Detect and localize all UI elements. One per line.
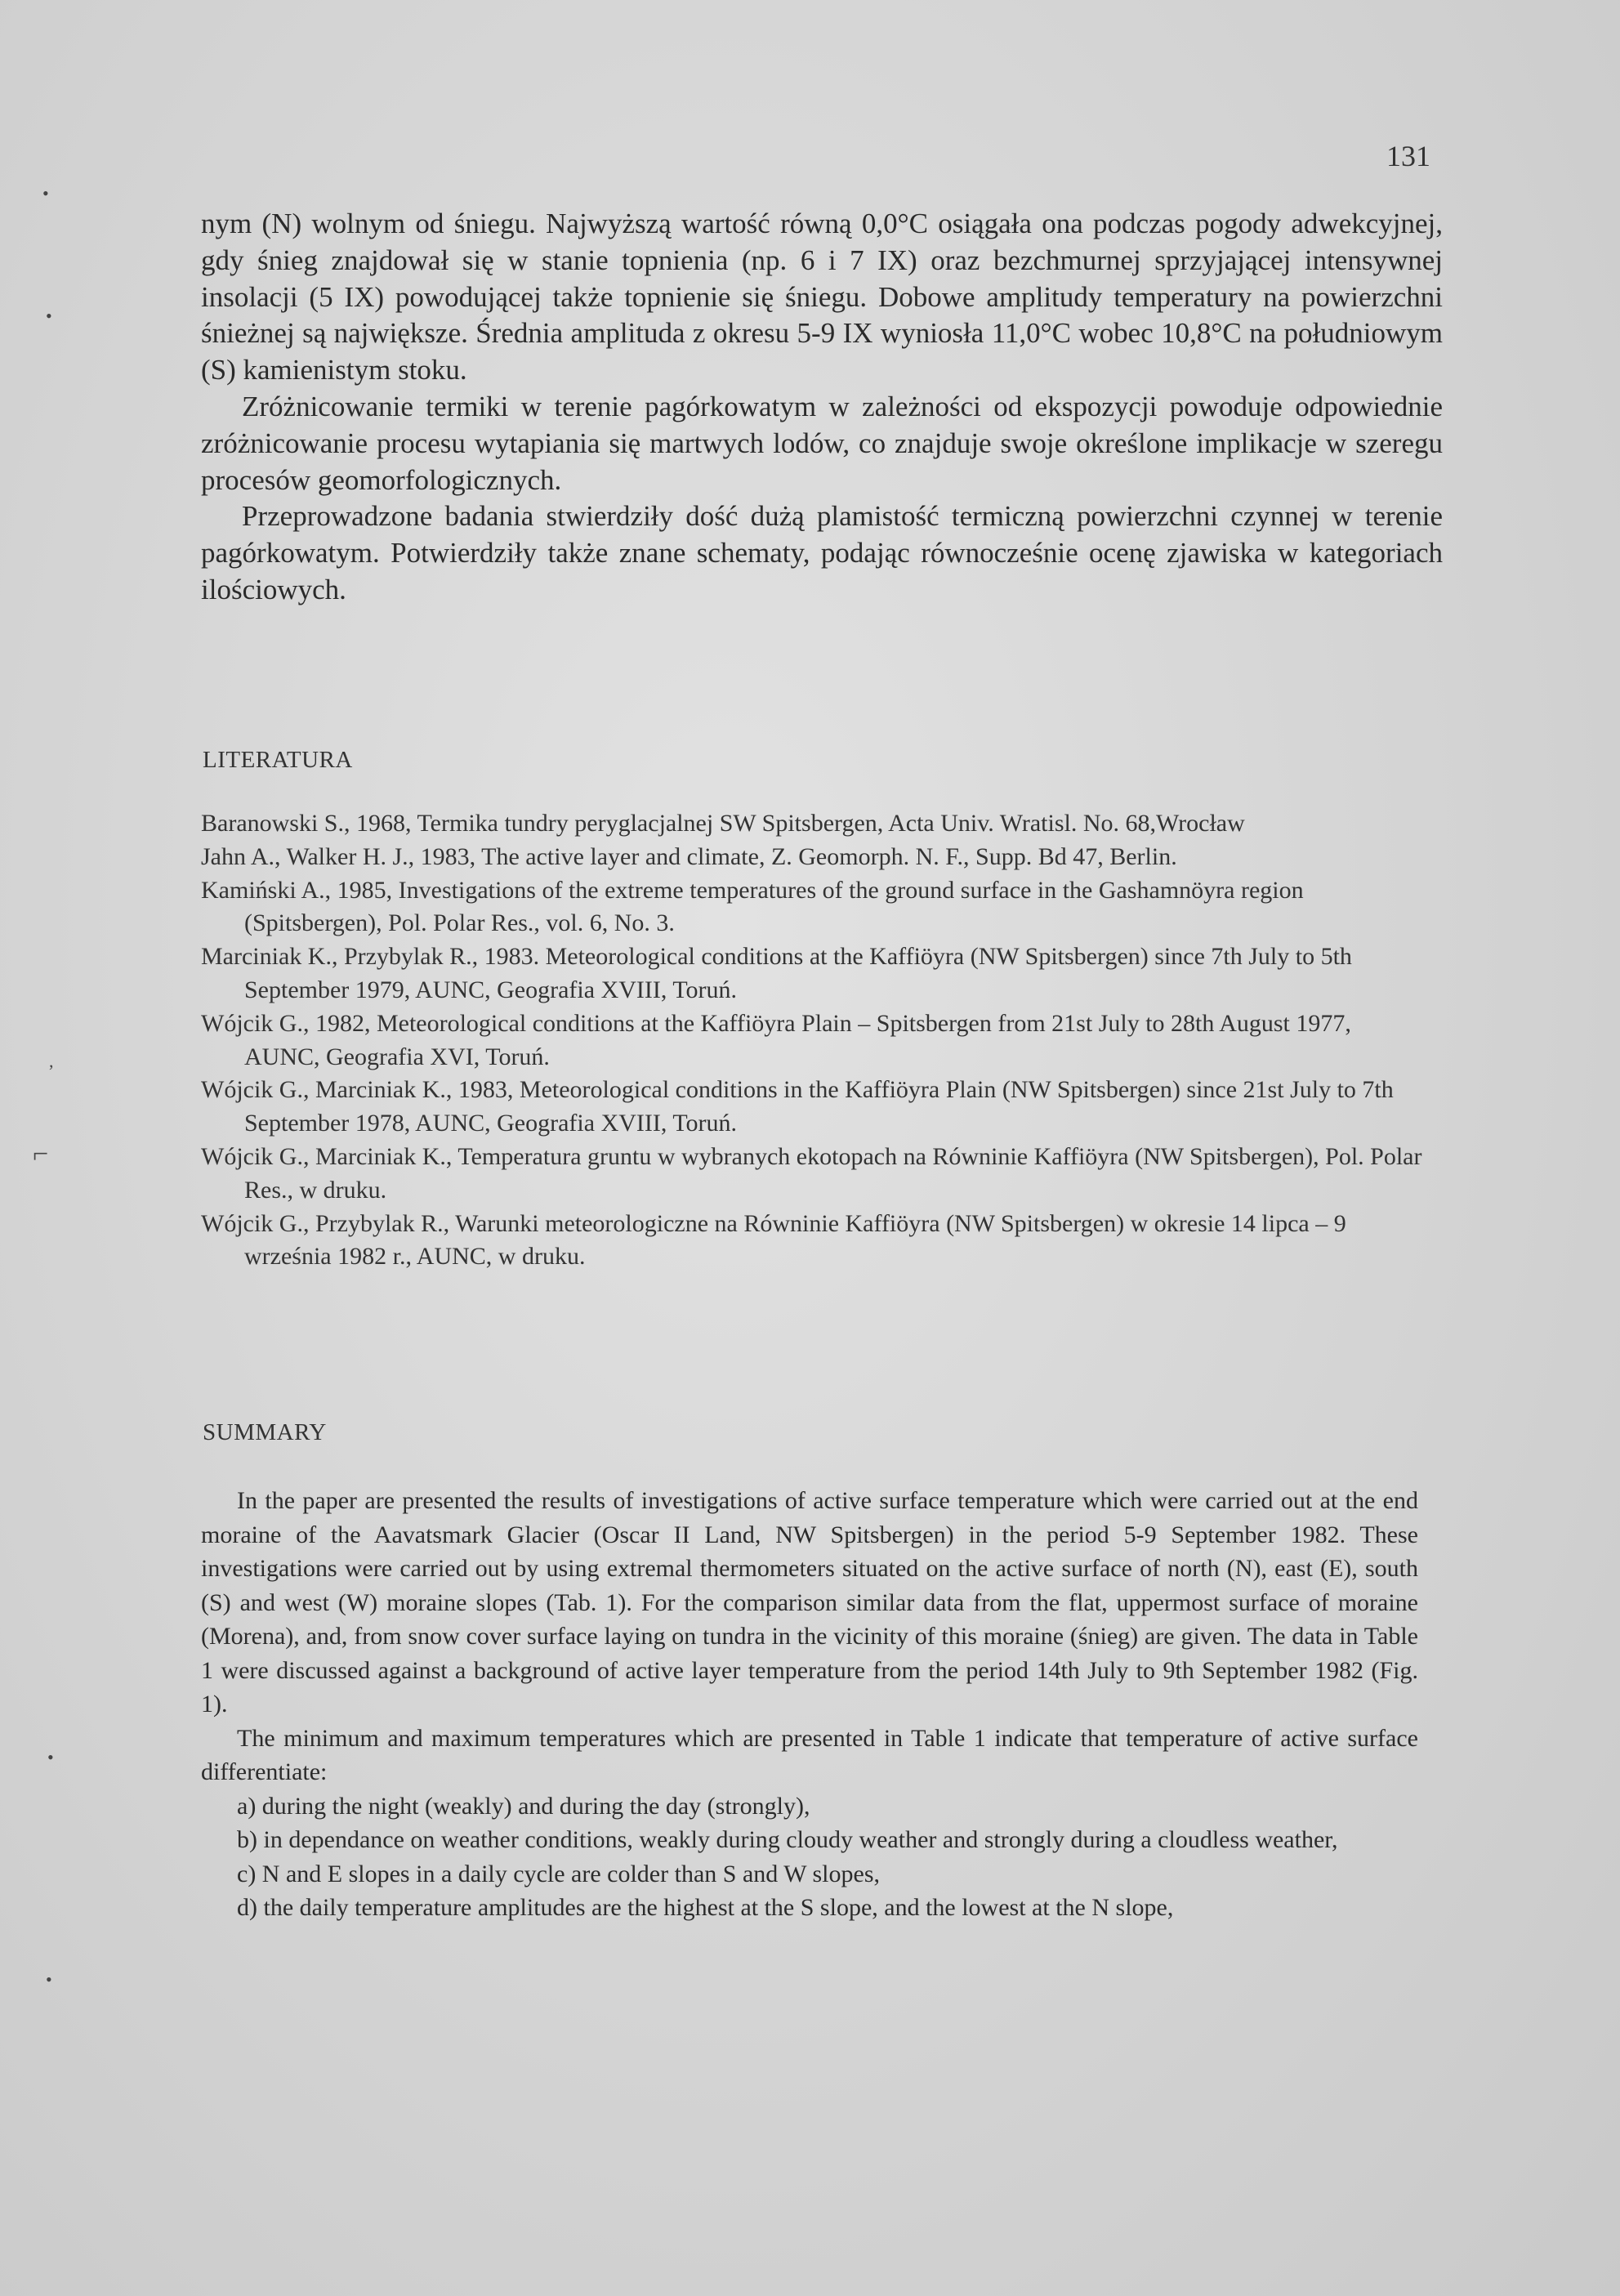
page-number: 131 — [1386, 140, 1430, 172]
summary-paragraph: The minimum and maximum temperatures which are presented in Table 1 indicate that temperature of active surface differentiate: — [201, 1724, 1418, 1785]
body-paragraph: nym (N) wolnym od śniegu. Najwyższą wartość równą 0,0°C osiągała ona podczas pogody adwekcyjnej, gdy śnieg znajdował się w stanie topnienia (np. 6 i 7 IX) oraz bezchmurnej sprzyjającej intensywnej insolacji (5 IX) powodującej także topnienie się śniegu. Dobowe amplitudy temperatury na powierzchni śnieżnej są największe. Średnia amplituda z okresu 5-9 IX wyniosła 11,0°C wobec 10,8°C na południowym (S) kamienistym stoku. — [201, 208, 1443, 386]
body-text — [201, 206, 1443, 609]
scan-speck: , — [49, 1051, 54, 1071]
summary-list-item: c) N and E slopes in a daily cycle are colder than S and W slopes, — [237, 1860, 880, 1887]
reference-list — [201, 807, 1426, 1274]
scan-speck: • — [46, 306, 52, 326]
summary-list-item: a) during the night (weakly) and during the day (strongly), — [237, 1792, 810, 1820]
reference-item: Wójcik G., Marciniak K., 1983, Meteorological conditions in the Kaffiöyra Plain (NW Spitsbergen) since 21st July to 7th September 1978, AUNC, Geografia XVIII, Toruń. — [201, 1076, 1394, 1137]
reference-item: Wójcik G., 1982, Meteorological conditions at the Kaffiöyra Plain – Spitsbergen from 21st July to 28th August 1977, AUNC, Geografia XVI, Toruń. — [201, 1009, 1351, 1070]
body-paragraph: Przeprowadzone badania stwierdziły dość dużą plamistość termiczną powierzchni czynnej w terenie pagórkowatym. Potwierdziły także znane schematy, podając równocześnie ocenę zjawiska w kategoriach ilościowych. — [201, 500, 1443, 605]
reference-item: Wójcik G., Przybylak R., Warunki meteorologiczne na Równinie Kaffiöyra (NW Spitsbergen) w okresie 14 lipca – 9 września 1982 r., AUNC, w druku. — [201, 1209, 1346, 1271]
scan-speck: • — [42, 183, 49, 203]
literature-heading: LITERATURA — [203, 747, 353, 773]
body-paragraph: Zróżnicowanie termiki w terenie pagórkowatym w zależności od ekspozycji powoduje odpowiednie zróżnicowanie procesu wytapiania się martwych lodów, co znajduje swoje określone implikacje w szeregu procesów geomorfologicznych. — [201, 390, 1443, 496]
scan-speck: • — [46, 1969, 52, 1990]
scan-speck: • — [47, 1747, 54, 1767]
reference-item: Wójcik G., Marciniak K., Temperatura gruntu w wybranych ekotopach na Równinie Kaffiöyra (NW Spitsbergen), Pol. Polar Res., w druku. — [201, 1142, 1422, 1204]
reference-item: Baranowski S., 1968, Termika tundry peryglacjalnej SW Spitsbergen, Acta Univ. Wratisl. No. 68,Wrocław — [201, 810, 1245, 837]
summary-list-item: d) the daily temperature amplitudes are the highest at the S slope, and the lowest at the N slope, — [237, 1894, 1174, 1921]
reference-item: Marciniak K., Przybylak R., 1983. Meteorological conditions at the Kaffiöyra (NW Spitsbergen) since 7th July to 5th September 1979, AUNC, Geografia XVIII, Toruń. — [201, 943, 1352, 1003]
summary-paragraph: In the paper are presented the results of investigations of active surface temperature which were carried out at the end moraine of the Aavatsmark Glacier (Oscar II Land, NW Spitsbergen) in the period 5-9 September 1982. These investigations were carried out by using extremal thermometers situated on the active surface of north (N), east (E), south (S) and west (W) moraine slopes (Tab. 1). For the comparison similar data from the flat, uppermost surface of moraine (Morena), and, from snow cover surface laying on tundra in the vicinity of this moraine (śnieg) are given. The data in Table 1 were discussed against a background of active layer temperature from the period 14th July to 9th September 1982 (Fig. 1). — [201, 1487, 1418, 1718]
reference-item: Jahn A., Walker H. J., 1983, The active layer and climate, Z. Geomorph. N. F., Supp. Bd 47, Berlin. — [201, 842, 1177, 870]
reference-item: Kamiński A., 1985, Investigations of the extreme temperatures of the ground surface in the Gashamnöyra region (Spitsbergen), Pol. Polar Res., vol. 6, No. 3. — [201, 876, 1304, 937]
summary-list-item: b) in dependance on weather conditions, weakly during cloudy weather and strongly during a cloudless weather, — [237, 1826, 1338, 1853]
summary-text — [201, 1484, 1418, 1925]
scan-speck: ⌐ — [33, 1139, 49, 1169]
summary-heading: SUMMARY — [203, 1419, 327, 1445]
